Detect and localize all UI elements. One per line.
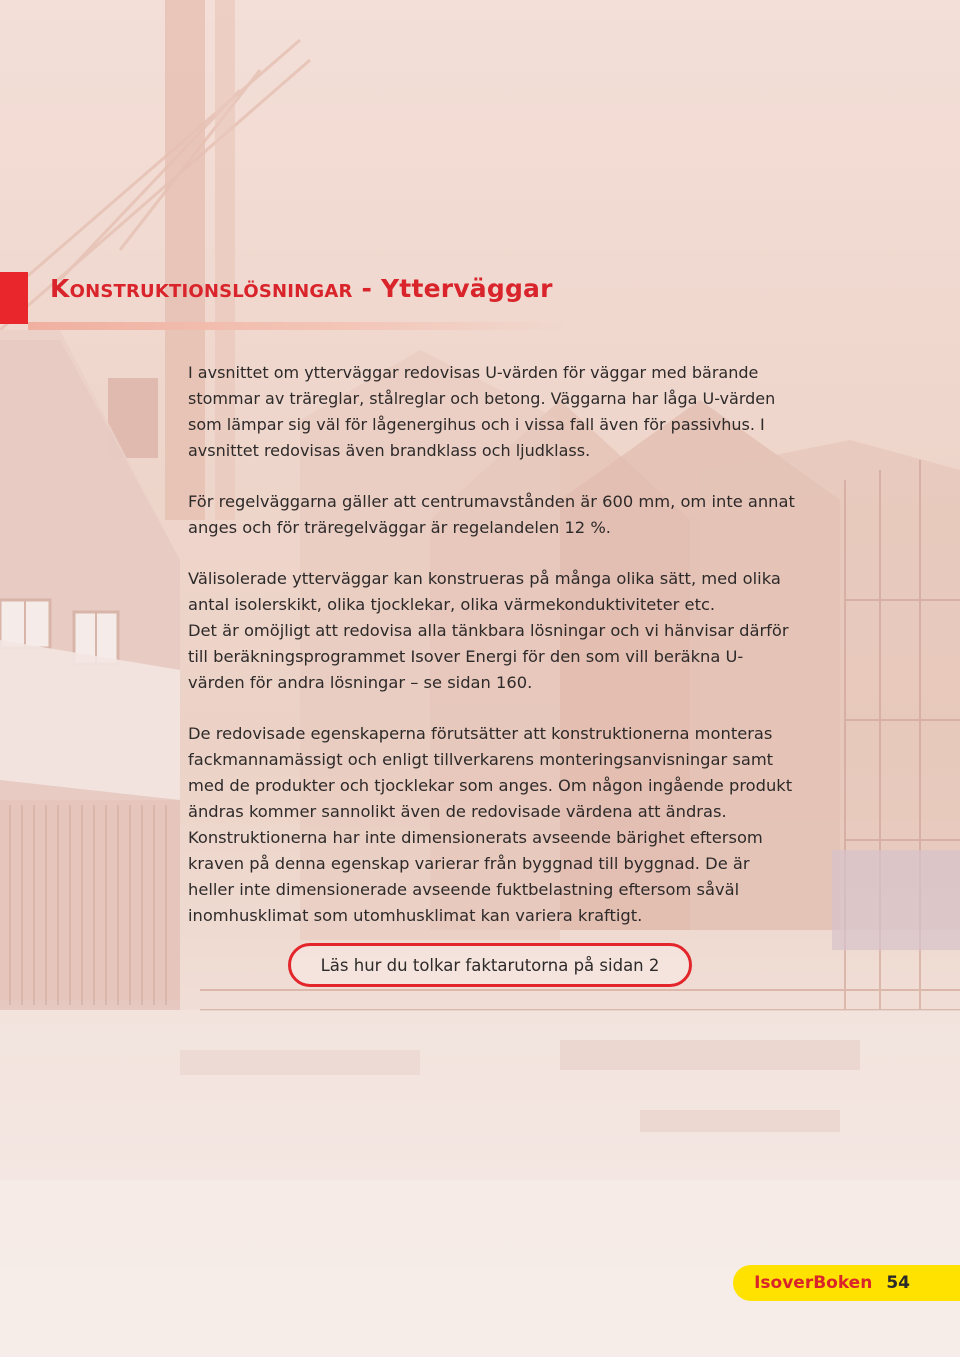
paragraph-properties: De redovisade egenskaperna förutsätter att konstruktionerna monteras fackmannamässigt och enligt tillverkarens monteringsanvisningar samt med de produkter och tjocklekar som anges. Om någon ingående produkt ändras kommer sannolikt även de redovisade värdena att ändras. Konstruktionerna har inte dimensionerats avseende bärighet eftersom kraven på denna egenskap varierar från byggnad till byggnad. De är heller inte dimensionerade avseende fuktbelastning eftersom såväl inomhusklimat som utomhusklimat kan variera kraftigt. bbox=[188, 724, 793, 925]
page-title-rest: - Ytterväggar bbox=[352, 274, 553, 303]
title-underline bbox=[28, 322, 568, 330]
factbox-reference-callout bbox=[288, 943, 692, 987]
title-accent-bar bbox=[0, 272, 28, 324]
paragraph-insulated-walls: Välisolerade ytterväggar kan konstrueras på många olika sätt, med olika antal isolerskikt, olika tjocklekar, olika värmekonduktiviteter etc. bbox=[188, 569, 781, 614]
callout-text: Läs hur du tolkar faktarutorna på sidan 2 bbox=[320, 955, 660, 975]
paragraph-intro: I avsnittet om ytterväggar redovisas U-värden för väggar med bärande stommar av träreglar, stålreglar och betong. Väggarna har låga U-värden som lämpar sig väl för lågenergihus och i vissa fall även för passivhus. I avsnittet redovisas även brandklass och ljudklass. bbox=[188, 363, 776, 460]
footer-book-title: IsoverBoken bbox=[754, 1273, 873, 1293]
paragraph-centre-spacing: För regelväggarna gäller att centrumavstånden är 600 mm, om inte annat anges och för träregelväggar är regelandelen 12 %. bbox=[188, 492, 795, 537]
page-title-smallcaps: Konstruktionslösningar bbox=[50, 274, 353, 303]
footer-page-tab bbox=[733, 1265, 960, 1301]
page-title bbox=[50, 274, 553, 303]
footer-page-number: 54 bbox=[886, 1273, 910, 1293]
paragraph-isover-energi: Det är omöjligt att redovisa alla tänkbara lösningar och vi hänvisar därför till beräkningsprogrammet Isover Energi för den som vill beräkna U-värden för andra lösningar – se sidan 160. bbox=[188, 621, 789, 692]
body-text bbox=[188, 360, 798, 929]
